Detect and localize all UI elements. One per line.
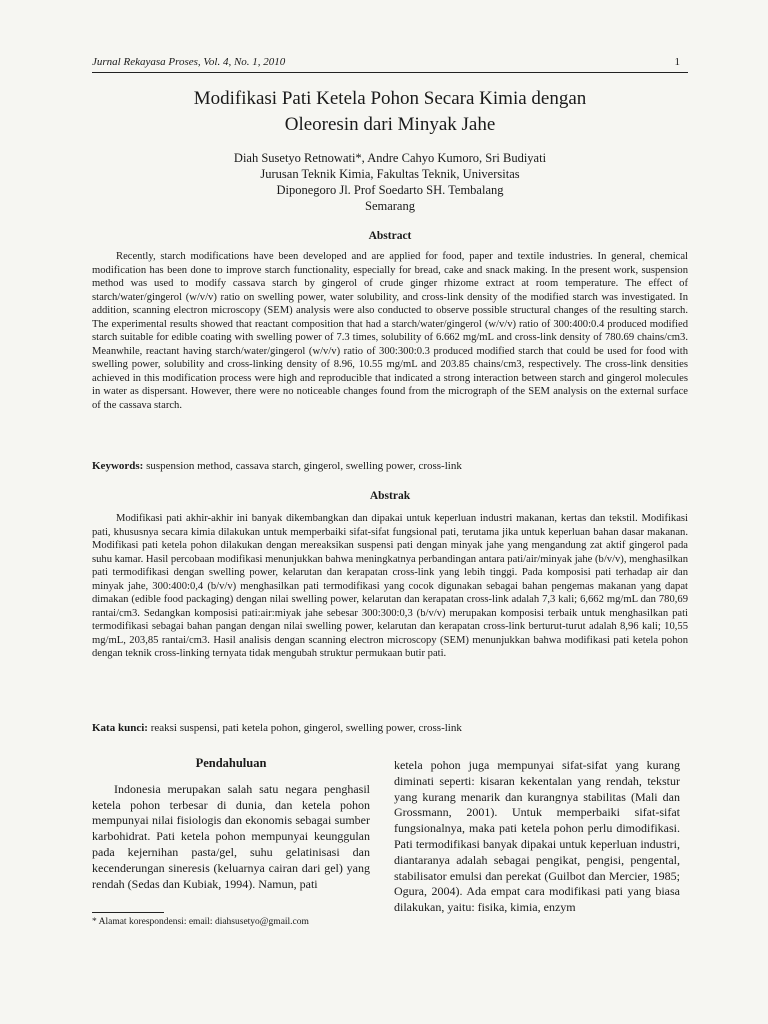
- paper-title: [92, 86, 688, 138]
- body-column-right: [394, 758, 680, 916]
- keywords-text: suspension method, cassava starch, gingerol, swelling power, cross-link: [146, 460, 462, 472]
- body-left-text: Indonesia merupakan salah satu negara penghasil ketela pohon terbesar di dunia, dan ketela pohon mempunyai nilai fisiologis dan ekonomis sebagai sumber karbohidrat. Pati ketela pohon mempunyai keunggulan pada kejernihan pasta/gel, suhu gelatinisasi dan kecenderungan sineresis (keluarnya cairan dari gel) yang rendah (Sedas dan Kubiak, 1994). Namun, pati: [92, 781, 370, 891]
- affiliation-line-2: Diponegoro Jl. Prof Soedarto SH. Tembalang: [276, 183, 504, 197]
- abstrak-heading: Abstrak: [369, 490, 411, 502]
- kata-kunci-text: reaksi suspensi, pati ketela pohon, gingerol, swelling power, cross-link: [150, 722, 462, 734]
- header-rule: [92, 72, 688, 73]
- kata-kunci-label: Kata kunci:: [92, 722, 148, 734]
- running-header: [92, 56, 680, 68]
- author-names: Diah Susetyo Retnowati*, Andre Cahyo Kumoro, Sri Budiyati: [233, 151, 547, 165]
- abstract-english-text: Recently, starch modifications have been developed and are applied for food, paper and textile industries. In general, chemical modification has been done to improve starch functionality, especially for bread, cake and snack making. In the present work, suspension method was used to modify cassava starch by gingerol of crude ginger rhizome extract at room temperature. The effect of starch/water/gingerol (w/v/v) ratio on swelling power, water solubility, and cross-link density of the modified starch was investigated. In addition, scanning electron microscopy (SEM) analysis were also conducted to observe possible structural changes of the resulting starch. The experimental results showed that reactant composition that had a starch/water/gingerol (w/v/v) ratio of 300:400:0.4 produced modified starch suitable for edible coating with swelling power of 7.3 times, solubility of 6.662 mg/mL and cross-link density of 780.69 chains/cm3. Meanwhile, reactant having starch/water/gingerol (w/v/v) ratio of 300:300:0.3 produced modified starch that could be used for food with swelling power, solubility and cross-linking density of 8.96, 10.55 mg/mL and 203.85 chains/cm3, respectively. The cross-link densities achieved in this modification process were high and reproducible that indicated a strong interaction between starch and gingerol molecules in water as dispersant. However, there were no noticeable changes found from the micrograph of the SEM analysis on the external surface of the cassava starch.: [92, 251, 688, 411]
- affiliation-line-1: Jurusan Teknik Kimia, Fakultas Teknik, Universitas: [260, 167, 520, 181]
- footnote-correspondence: * Alamat korespondensi: email: diahsusetyo@gmail.com: [92, 917, 309, 927]
- footnote-rule: [92, 912, 164, 913]
- title-line-1: Modifikasi Pati Ketela Pohon Secara Kimia dengan: [193, 88, 587, 109]
- keywords-line: [92, 460, 688, 472]
- keywords-label: Keywords:: [92, 460, 144, 472]
- title-line-2: Oleoresin dari Minyak Jahe: [284, 114, 496, 135]
- abstract-indonesian: [92, 512, 688, 661]
- affiliation-city: Semarang: [365, 199, 415, 213]
- journal-citation: Jurnal Rekayasa Proses, Vol. 4, No. 1, 2010: [92, 56, 286, 68]
- section-heading-pendahuluan: Pendahuluan: [195, 756, 267, 770]
- page-number: 1: [674, 56, 680, 68]
- body-column-left: [92, 756, 370, 892]
- abstract-heading: Abstract: [368, 230, 412, 242]
- abstract-indonesian-text: Modifikasi pati akhir-akhir ini banyak dikembangkan dan dipakai untuk keperluan industri makanan, kertas dan tekstil. Modifikasi pati, khususnya secara kimia dilakukan untuk memperbaiki sifat-sifat fungsional pati, terutama jika untuk keperluan bahan dasar makanan. Modifikasi pati ketela pohon dilakukan dengan mereaksikan suspensi pati dengan minyak jahe yang mengandung zat aktif gingerol pada suhu kamar. Hasil percobaan modifikasi menunjukkan bahwa meningkatnya perbandingan antara pati/air/minyak jahe (b/v/v), menghasilkan pati termodifikasi dengan swelling power, kelarutan dan kerapatan cross-link yang lebih tinggi. Pada komposisi pati terhadap air dan minyak jahe, 300:400:0,4 (b/v/v) menghasilkan pati termodifikasi yang cocok digunakan sebagai bahan pengemas makanan yang dapat dimakan (edible food packaging) dengan nilai swelling power, kelarutan dan kerapatan cross-link adalah 7,3 kali; 6,662 mg/mL dan 780,69 rantai/cm3. Sedangkan komposisi pati:air:miyak jahe sebesar 300:300:0,3 (b/v/v) merupakan komposisi terbaik untuk menghasilkan pati termodifikasi sebagai bahan pangan dengan nilai swelling power, kelarutan dan kerapatan cross-link berturut-turut adalah 8,96 kali; 10,55 mg/mL, 203,85 rantai/cm3. Hasil analisis dengan scanning electron microscopy (SEM) menunjukkan bahwa modifikasi pati ketela pohon dengan teknik cross-linking ternyata tidak mengubah struktur permukaan butir pati.: [92, 513, 688, 659]
- body-right-text: ketela pohon juga mempunyai sifat-sifat yang kurang diminati seperti: kisaran kekentalan yang rendah, tekstur yang kurang menarik dan kurangnya stabilitas (Mali dan Grossmann, 2001). Untuk memperbaiki sifat-sifat fungsionalnya, maka pati ketela pohon perlu dimodifikasi. Pati termodifikasi banyak dipakai untuk keperluan industri, diantaranya adalah sebagai pengikat, pengisi, pengental, stabilisator emulsi dan perekat (Guilbot dan Mercier, 1985; Ogura, 2004). Ada empat cara modifikasi pati yang biasa dilakukan, yaitu: fisika, kimia, enzym: [394, 758, 680, 915]
- kata-kunci-line: [92, 722, 688, 734]
- author-block: [92, 150, 688, 214]
- abstract-english: [92, 250, 688, 412]
